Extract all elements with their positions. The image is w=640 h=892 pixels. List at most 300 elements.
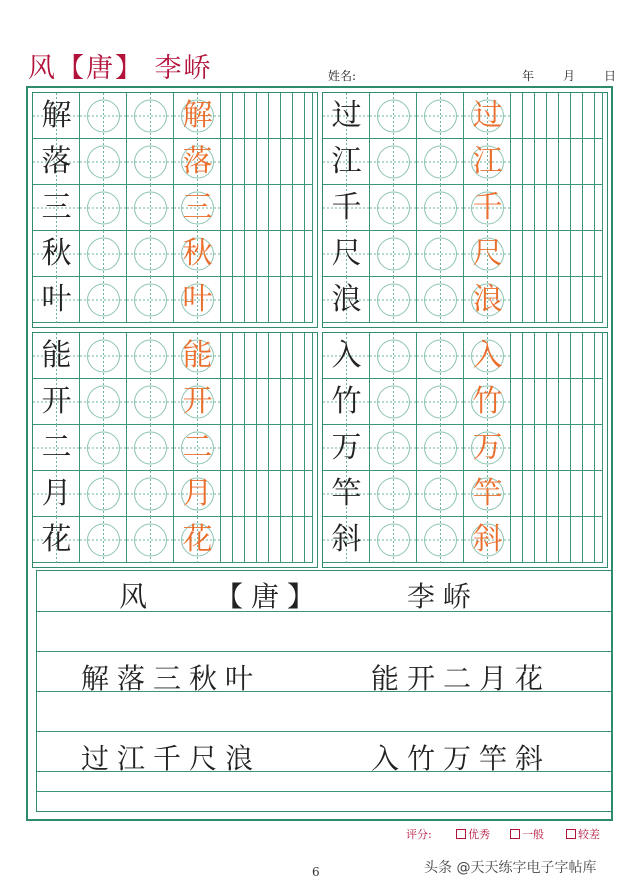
stroke-practice-cell[interactable] <box>293 471 305 517</box>
stroke-practice-cell[interactable] <box>293 93 305 139</box>
stroke-practice-cell[interactable] <box>571 231 583 277</box>
stroke-practice-cell[interactable] <box>583 139 595 185</box>
stroke-practice-cell[interactable] <box>245 471 257 517</box>
model-char-cell[interactable] <box>33 517 80 563</box>
stroke-practice-cell[interactable] <box>547 425 559 471</box>
model-char-cell[interactable] <box>323 185 370 231</box>
trace-char-cell[interactable] <box>174 185 221 231</box>
practice-cell[interactable] <box>80 425 127 471</box>
stroke-practice-cell[interactable] <box>233 379 245 425</box>
practice-cell[interactable] <box>370 333 417 379</box>
stroke-practice-cell[interactable] <box>293 231 305 277</box>
stroke-practice-cell[interactable] <box>559 139 571 185</box>
checkbox-icon[interactable] <box>510 829 520 839</box>
stroke-practice-cell[interactable] <box>511 333 523 379</box>
stroke-practice-cell[interactable] <box>595 93 603 139</box>
trace-char-cell[interactable] <box>464 425 511 471</box>
stroke-practice-cell[interactable] <box>583 185 595 231</box>
stroke-practice-cell[interactable] <box>245 185 257 231</box>
stroke-practice-cell[interactable] <box>257 471 269 517</box>
tian-grid-guide <box>80 379 127 425</box>
stroke-practice-cell[interactable] <box>233 517 245 563</box>
stroke-practice-cell[interactable] <box>305 471 313 517</box>
stroke-practice-cell[interactable] <box>511 139 523 185</box>
stroke-practice-cell[interactable] <box>523 231 535 277</box>
practice-cell[interactable] <box>127 425 174 471</box>
stroke-practice-cell[interactable] <box>547 379 559 425</box>
stroke-practice-cell[interactable] <box>281 93 293 139</box>
trace-char-cell[interactable] <box>174 517 221 563</box>
practice-cell[interactable] <box>417 231 464 277</box>
practice-cell[interactable] <box>80 379 127 425</box>
trace-char-cell[interactable] <box>174 425 221 471</box>
stroke-practice-cell[interactable] <box>269 185 281 231</box>
stroke-practice-cell[interactable] <box>293 333 305 379</box>
stroke-practice-cell[interactable] <box>221 139 233 185</box>
model-char: 入 <box>331 338 362 373</box>
model-char-cell[interactable] <box>323 139 370 185</box>
practice-row <box>33 93 317 139</box>
trace-char: 二 <box>182 430 213 465</box>
stroke-practice-cell[interactable] <box>535 425 547 471</box>
stroke-practice-cell[interactable] <box>535 231 547 277</box>
model-char-cell[interactable] <box>33 333 80 379</box>
trace-char-cell[interactable] <box>464 139 511 185</box>
model-char-cell[interactable] <box>33 139 80 185</box>
stroke-practice-cell[interactable] <box>221 277 233 323</box>
watermark: 头条 @天天练字电子字帖库 <box>424 860 597 876</box>
stroke-practice-cell[interactable] <box>595 333 603 379</box>
trace-char-cell[interactable] <box>174 139 221 185</box>
practice-cell[interactable] <box>417 425 464 471</box>
practice-cell[interactable] <box>80 231 127 277</box>
stroke-practice-cell[interactable] <box>245 379 257 425</box>
model-char-cell[interactable] <box>33 231 80 277</box>
stroke-practice-cell[interactable] <box>595 185 603 231</box>
stroke-practice-cell[interactable] <box>571 333 583 379</box>
checkbox-icon[interactable] <box>566 829 576 839</box>
model-char: 竹 <box>331 384 362 419</box>
stroke-practice-cell[interactable] <box>535 93 547 139</box>
practice-cell[interactable] <box>370 471 417 517</box>
stroke-practice-cell[interactable] <box>245 139 257 185</box>
model-char: 斜 <box>331 522 362 557</box>
stroke-practice-cell[interactable] <box>583 231 595 277</box>
practice-row <box>33 425 317 471</box>
trace-char-cell[interactable] <box>464 517 511 563</box>
stroke-practice-cell[interactable] <box>523 379 535 425</box>
stroke-practice-cell[interactable] <box>559 517 571 563</box>
stroke-practice-cell[interactable] <box>269 517 281 563</box>
practice-cell[interactable] <box>370 517 417 563</box>
poem-line-3: 过江千尺浪 <box>81 742 262 775</box>
tian-grid-guide <box>127 93 174 139</box>
practice-cell[interactable] <box>370 185 417 231</box>
stroke-practice-cell[interactable] <box>571 471 583 517</box>
stroke-practice-cell[interactable] <box>583 517 595 563</box>
practice-cell[interactable] <box>370 379 417 425</box>
rating-poor[interactable]: 较差 <box>566 826 600 842</box>
trace-char: 江 <box>472 144 503 179</box>
stroke-practice-cell[interactable] <box>583 277 595 323</box>
tian-grid-guide <box>80 185 127 231</box>
stroke-practice-cell[interactable] <box>305 379 313 425</box>
stroke-practice-cell[interactable] <box>305 231 313 277</box>
practice-cell[interactable] <box>80 139 127 185</box>
stroke-practice-cell[interactable] <box>257 517 269 563</box>
practice-cell[interactable] <box>127 379 174 425</box>
practice-cell[interactable] <box>370 93 417 139</box>
practice-cell[interactable] <box>417 517 464 563</box>
tian-grid-guide <box>127 277 174 323</box>
tian-grid-guide <box>370 231 417 277</box>
stroke-practice-cell[interactable] <box>559 93 571 139</box>
stroke-practice-cell[interactable] <box>221 231 233 277</box>
model-char: 过 <box>331 98 362 133</box>
stroke-practice-cell[interactable] <box>595 471 603 517</box>
poem-line-2: 能开二月花 <box>371 662 552 695</box>
practice-cell[interactable] <box>80 517 127 563</box>
rating-excellent[interactable]: 优秀 <box>456 826 490 842</box>
stroke-practice-cell[interactable] <box>571 93 583 139</box>
stroke-practice-cell[interactable] <box>583 333 595 379</box>
stroke-practice-cell[interactable] <box>281 517 293 563</box>
stroke-practice-cell[interactable] <box>293 139 305 185</box>
trace-char: 落 <box>182 144 213 179</box>
stroke-practice-cell[interactable] <box>559 425 571 471</box>
stroke-practice-cell[interactable] <box>281 277 293 323</box>
trace-char: 入 <box>472 338 503 373</box>
stroke-practice-cell[interactable] <box>269 139 281 185</box>
stroke-practice-cell[interactable] <box>233 425 245 471</box>
practice-cell[interactable] <box>80 185 127 231</box>
trace-char: 解 <box>182 98 213 133</box>
model-char-cell[interactable] <box>323 333 370 379</box>
stroke-practice-cell[interactable] <box>535 185 547 231</box>
stroke-practice-cell[interactable] <box>583 425 595 471</box>
poem-line-4: 入竹万竿斜 <box>371 742 552 775</box>
model-char-cell[interactable] <box>323 425 370 471</box>
stroke-practice-cell[interactable] <box>595 231 603 277</box>
stroke-practice-cell[interactable] <box>595 277 603 323</box>
practice-row <box>323 93 607 139</box>
stroke-practice-cell[interactable] <box>511 425 523 471</box>
stroke-practice-cell[interactable] <box>305 425 313 471</box>
stroke-practice-cell[interactable] <box>221 93 233 139</box>
stroke-practice-cell[interactable] <box>535 277 547 323</box>
stroke-practice-cell[interactable] <box>547 471 559 517</box>
stroke-practice-cell[interactable] <box>233 93 245 139</box>
stroke-practice-cell[interactable] <box>583 93 595 139</box>
tian-grid-guide <box>417 425 464 471</box>
poem-copy-area <box>36 570 612 812</box>
stroke-practice-cell[interactable] <box>523 139 535 185</box>
stroke-practice-cell[interactable] <box>257 185 269 231</box>
stroke-practice-cell[interactable] <box>559 185 571 231</box>
trace-char-cell[interactable] <box>174 379 221 425</box>
stroke-practice-cell[interactable] <box>535 333 547 379</box>
stroke-practice-cell[interactable] <box>293 379 305 425</box>
stroke-practice-cell[interactable] <box>233 471 245 517</box>
practice-cell[interactable] <box>370 231 417 277</box>
month-label: 月 <box>563 69 576 83</box>
stroke-practice-cell[interactable] <box>233 277 245 323</box>
stroke-practice-cell[interactable] <box>595 379 603 425</box>
trace-char-cell[interactable] <box>174 277 221 323</box>
model-char-cell[interactable] <box>33 185 80 231</box>
stroke-practice-cell[interactable] <box>293 185 305 231</box>
stroke-practice-cell[interactable] <box>511 379 523 425</box>
stroke-practice-cell[interactable] <box>571 379 583 425</box>
stroke-practice-cell[interactable] <box>269 333 281 379</box>
stroke-practice-cell[interactable] <box>269 93 281 139</box>
stroke-practice-cell[interactable] <box>245 93 257 139</box>
stroke-practice-cell[interactable] <box>559 231 571 277</box>
stroke-practice-cell[interactable] <box>511 231 523 277</box>
model-char-cell[interactable] <box>323 471 370 517</box>
stroke-practice-cell[interactable] <box>257 277 269 323</box>
model-char-cell[interactable] <box>33 471 80 517</box>
stroke-practice-cell[interactable] <box>535 517 547 563</box>
model-char: 能 <box>41 338 72 373</box>
practice-cell[interactable] <box>417 379 464 425</box>
model-char: 万 <box>331 430 362 465</box>
stroke-practice-cell[interactable] <box>221 185 233 231</box>
stroke-practice-cell[interactable] <box>257 93 269 139</box>
practice-cell[interactable] <box>417 333 464 379</box>
stroke-practice-cell[interactable] <box>511 185 523 231</box>
practice-cell[interactable] <box>417 277 464 323</box>
year-label: 年 <box>522 69 535 83</box>
stroke-practice-cell[interactable] <box>523 471 535 517</box>
stroke-practice-cell[interactable] <box>221 471 233 517</box>
stroke-practice-cell[interactable] <box>221 425 233 471</box>
poem-title: 风 <box>119 580 156 613</box>
stroke-practice-cell[interactable] <box>535 471 547 517</box>
model-char-cell[interactable] <box>323 379 370 425</box>
stroke-practice-cell[interactable] <box>571 277 583 323</box>
stroke-practice-cell[interactable] <box>245 231 257 277</box>
stroke-practice-cell[interactable] <box>293 277 305 323</box>
tian-grid-guide <box>80 425 127 471</box>
trace-char-cell[interactable] <box>174 93 221 139</box>
stroke-practice-cell[interactable] <box>511 471 523 517</box>
stroke-practice-cell[interactable] <box>571 517 583 563</box>
model-char-cell[interactable] <box>33 277 80 323</box>
practice-cell[interactable] <box>127 333 174 379</box>
model-char-cell[interactable] <box>33 379 80 425</box>
stroke-practice-cell[interactable] <box>559 333 571 379</box>
practice-cell[interactable] <box>127 471 174 517</box>
stroke-practice-cell[interactable] <box>269 471 281 517</box>
model-char: 秋 <box>41 236 72 271</box>
practice-cell[interactable] <box>80 277 127 323</box>
stroke-practice-cell[interactable] <box>511 277 523 323</box>
stroke-practice-cell[interactable] <box>523 425 535 471</box>
name-label: 姓名: <box>328 69 357 83</box>
stroke-practice-cell[interactable] <box>257 333 269 379</box>
stroke-practice-cell[interactable] <box>571 139 583 185</box>
practice-row <box>323 185 607 231</box>
stroke-practice-cell[interactable] <box>257 139 269 185</box>
practice-cell[interactable] <box>80 471 127 517</box>
stroke-practice-cell[interactable] <box>583 471 595 517</box>
stroke-practice-cell[interactable] <box>559 277 571 323</box>
practice-cell[interactable] <box>127 185 174 231</box>
stroke-practice-cell[interactable] <box>221 333 233 379</box>
stroke-practice-cell[interactable] <box>547 93 559 139</box>
practice-cell[interactable] <box>80 333 127 379</box>
stroke-practice-cell[interactable] <box>523 517 535 563</box>
model-char-cell[interactable] <box>323 93 370 139</box>
stroke-practice-cell[interactable] <box>281 333 293 379</box>
trace-char-cell[interactable] <box>464 333 511 379</box>
stroke-practice-cell[interactable] <box>571 425 583 471</box>
stroke-practice-cell[interactable] <box>595 425 603 471</box>
stroke-practice-cell[interactable] <box>293 425 305 471</box>
trace-char-cell[interactable] <box>464 185 511 231</box>
trace-char: 浪 <box>472 282 503 317</box>
trace-char-cell[interactable] <box>464 231 511 277</box>
stroke-practice-cell[interactable] <box>245 517 257 563</box>
stroke-practice-cell[interactable] <box>547 231 559 277</box>
trace-char-cell[interactable] <box>464 277 511 323</box>
stroke-practice-cell[interactable] <box>305 185 313 231</box>
stroke-practice-cell[interactable] <box>281 231 293 277</box>
stroke-practice-cell[interactable] <box>233 185 245 231</box>
stroke-practice-cell[interactable] <box>221 379 233 425</box>
practice-block-4 <box>322 332 608 568</box>
stroke-practice-cell[interactable] <box>281 139 293 185</box>
practice-cell[interactable] <box>80 93 127 139</box>
stroke-practice-cell[interactable] <box>547 277 559 323</box>
stroke-practice-cell[interactable] <box>511 517 523 563</box>
stroke-practice-cell[interactable] <box>523 185 535 231</box>
stroke-practice-cell[interactable] <box>257 425 269 471</box>
trace-char: 竹 <box>472 384 503 419</box>
stroke-practice-cell[interactable] <box>281 185 293 231</box>
tian-grid-guide <box>80 93 127 139</box>
practice-cell[interactable] <box>127 231 174 277</box>
practice-frame <box>26 86 613 821</box>
stroke-practice-cell[interactable] <box>269 379 281 425</box>
stroke-practice-cell[interactable] <box>269 425 281 471</box>
practice-block-2 <box>322 92 608 328</box>
practice-row <box>323 231 607 277</box>
stroke-practice-cell[interactable] <box>245 277 257 323</box>
stroke-practice-cell[interactable] <box>535 379 547 425</box>
checkbox-icon[interactable] <box>456 829 466 839</box>
tian-grid-guide <box>370 517 417 563</box>
stroke-practice-cell[interactable] <box>305 139 313 185</box>
stroke-practice-cell[interactable] <box>559 471 571 517</box>
model-char-cell[interactable] <box>33 93 80 139</box>
rating-average[interactable]: 一般 <box>510 826 544 842</box>
stroke-practice-cell[interactable] <box>535 139 547 185</box>
stroke-practice-cell[interactable] <box>269 231 281 277</box>
practice-cell[interactable] <box>417 93 464 139</box>
trace-char-cell[interactable] <box>464 379 511 425</box>
tian-grid-guide <box>80 231 127 277</box>
stroke-practice-cell[interactable] <box>269 277 281 323</box>
stroke-practice-cell[interactable] <box>305 93 313 139</box>
practice-cell[interactable] <box>127 517 174 563</box>
practice-block-1 <box>32 92 318 328</box>
stroke-practice-cell[interactable] <box>221 517 233 563</box>
practice-row <box>323 425 607 471</box>
practice-row <box>33 379 317 425</box>
practice-cell[interactable] <box>417 139 464 185</box>
trace-char-cell[interactable] <box>464 93 511 139</box>
practice-cell[interactable] <box>370 425 417 471</box>
model-char-cell[interactable] <box>323 517 370 563</box>
stroke-practice-cell[interactable] <box>523 93 535 139</box>
stroke-practice-cell[interactable] <box>523 277 535 323</box>
poem-line-1: 解落三秋叶 <box>81 662 262 695</box>
stroke-practice-cell[interactable] <box>571 185 583 231</box>
trace-char-cell[interactable] <box>174 231 221 277</box>
stroke-practice-cell[interactable] <box>583 379 595 425</box>
stroke-practice-cell[interactable] <box>233 139 245 185</box>
stroke-practice-cell[interactable] <box>559 379 571 425</box>
practice-cell[interactable] <box>127 277 174 323</box>
trace-char-cell[interactable] <box>174 333 221 379</box>
model-char-cell[interactable] <box>323 231 370 277</box>
stroke-practice-cell[interactable] <box>305 333 313 379</box>
stroke-practice-cell[interactable] <box>305 517 313 563</box>
model-char-cell[interactable] <box>323 277 370 323</box>
practice-cell[interactable] <box>370 277 417 323</box>
stroke-practice-cell[interactable] <box>547 139 559 185</box>
practice-cell[interactable] <box>417 471 464 517</box>
practice-cell[interactable] <box>127 139 174 185</box>
page-number: 6 <box>312 865 320 879</box>
trace-char: 斜 <box>472 522 503 557</box>
practice-cell[interactable] <box>370 139 417 185</box>
practice-cell[interactable] <box>417 185 464 231</box>
stroke-practice-cell[interactable] <box>257 379 269 425</box>
stroke-practice-cell[interactable] <box>293 517 305 563</box>
stroke-practice-cell[interactable] <box>245 425 257 471</box>
stroke-practice-cell[interactable] <box>595 517 603 563</box>
stroke-practice-cell[interactable] <box>281 471 293 517</box>
stroke-practice-cell[interactable] <box>547 185 559 231</box>
stroke-practice-cell[interactable] <box>245 333 257 379</box>
model-char-cell[interactable] <box>33 425 80 471</box>
model-char: 千 <box>331 190 362 225</box>
stroke-practice-cell[interactable] <box>547 517 559 563</box>
stroke-practice-cell[interactable] <box>257 231 269 277</box>
stroke-practice-cell[interactable] <box>233 333 245 379</box>
trace-char-cell[interactable] <box>464 471 511 517</box>
stroke-practice-cell[interactable] <box>547 333 559 379</box>
practice-cell[interactable] <box>127 93 174 139</box>
stroke-practice-cell[interactable] <box>281 425 293 471</box>
stroke-practice-cell[interactable] <box>233 231 245 277</box>
stroke-practice-cell[interactable] <box>305 277 313 323</box>
stroke-practice-cell[interactable] <box>595 139 603 185</box>
model-char: 二 <box>41 430 72 465</box>
trace-char: 尺 <box>472 236 503 271</box>
model-char: 解 <box>41 98 72 133</box>
stroke-practice-cell[interactable] <box>281 379 293 425</box>
model-char: 开 <box>41 384 72 419</box>
tian-grid-guide <box>417 185 464 231</box>
stroke-practice-cell[interactable] <box>523 333 535 379</box>
stroke-practice-cell[interactable] <box>511 93 523 139</box>
trace-char-cell[interactable] <box>174 471 221 517</box>
practice-row <box>33 471 317 517</box>
